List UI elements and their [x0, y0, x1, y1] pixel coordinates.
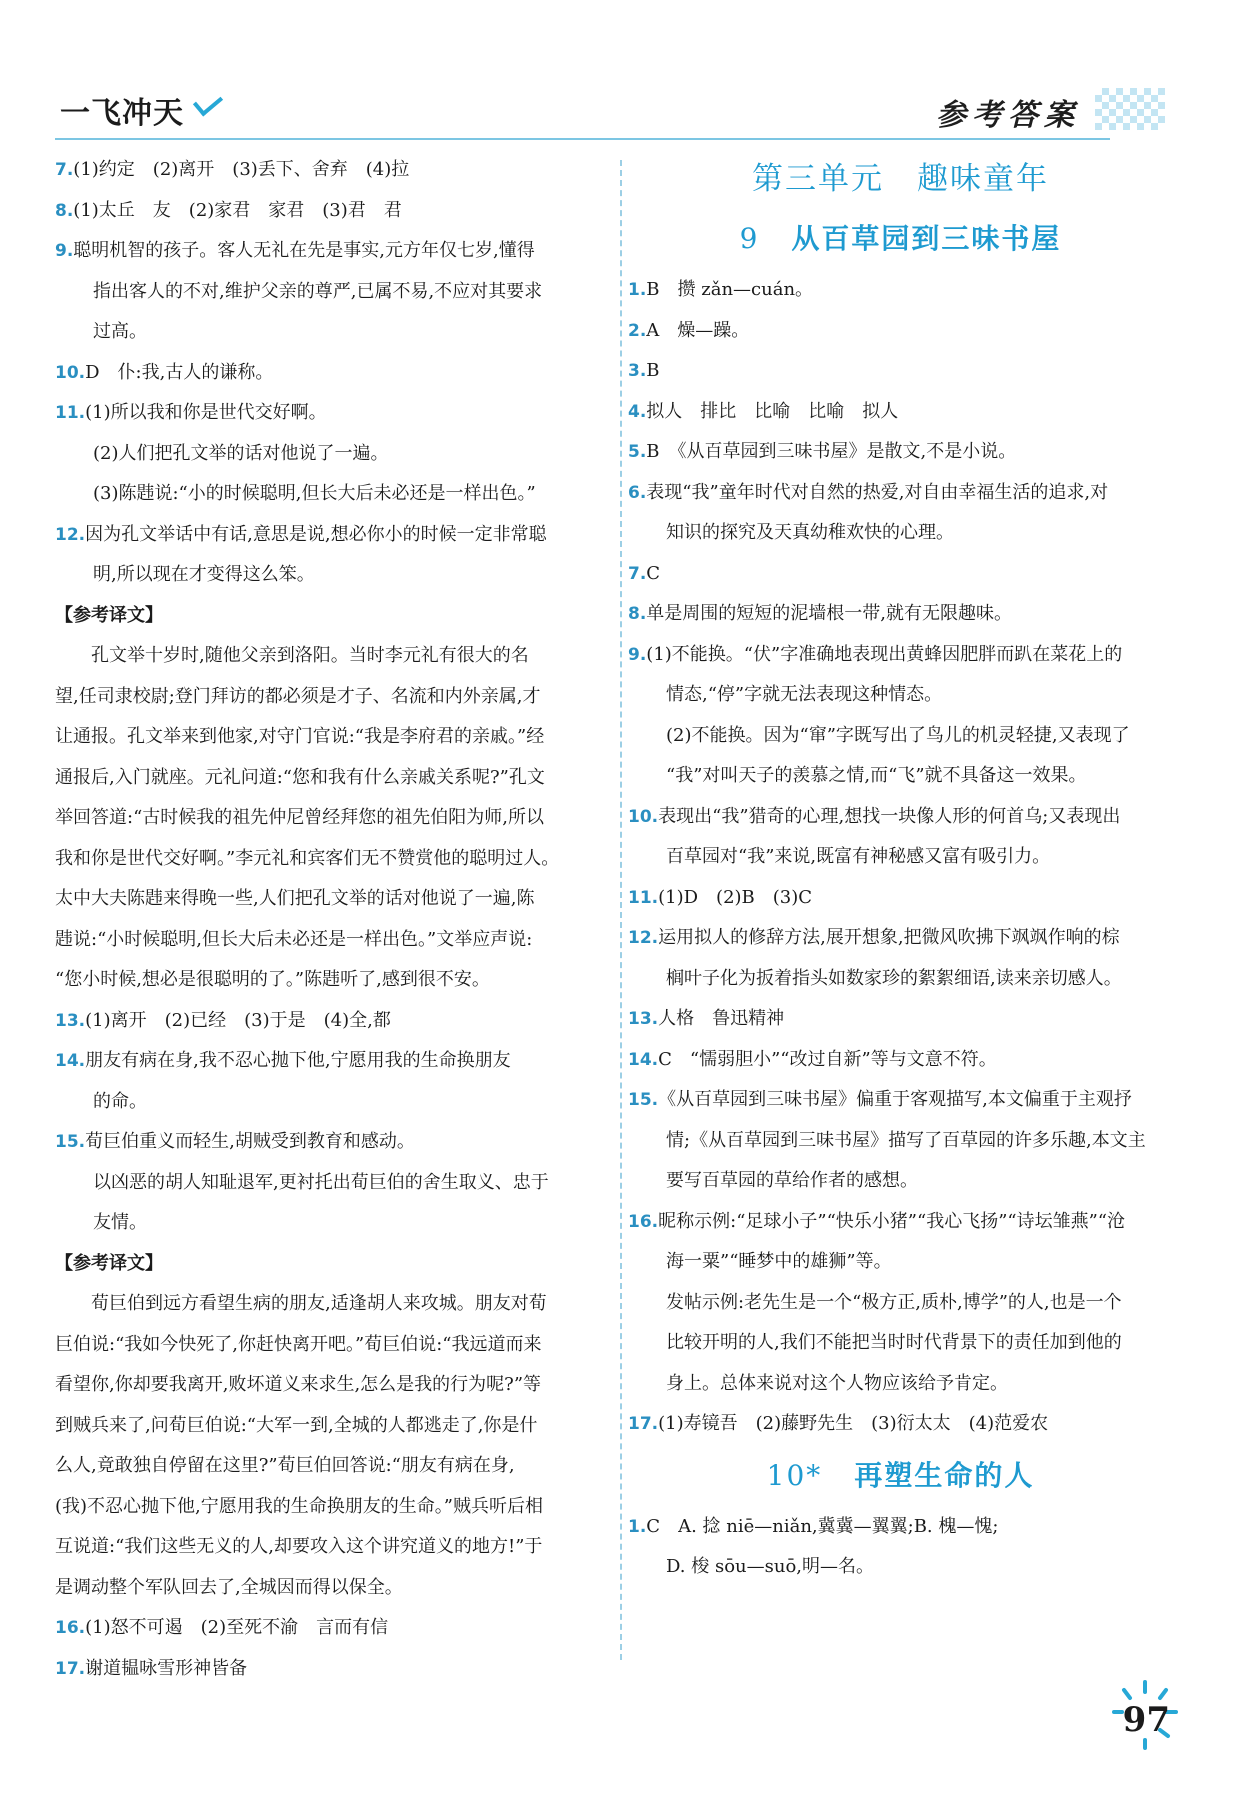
item-text: 【参考译文】 — [55, 604, 163, 626]
answer-line — [55, 1406, 610, 1447]
answer-line — [55, 474, 610, 515]
answer-line — [628, 1242, 1173, 1283]
item-number: 15. — [628, 1090, 659, 1110]
item-text: B 《从百草园到三味书屋》是散文,不是小说。 — [646, 441, 1017, 462]
answer-item — [628, 1040, 1173, 1081]
answer-item — [628, 1404, 1173, 1445]
right-column — [628, 150, 1173, 1588]
answer-line — [55, 839, 610, 880]
answer-line — [55, 1568, 610, 1609]
item-text: (1)怒不可遏 (2)至死不渝 言而有信 — [85, 1617, 389, 1638]
answer-line — [55, 1487, 610, 1528]
item-number: 1. — [628, 280, 647, 300]
item-text: 以凶恶的胡人知耻退军,更衬托出荀巨伯的舍生取义、忠于 — [93, 1171, 549, 1193]
item-text: 举回答道:“古时候我的祖先仲尼曾经拜您的祖先伯阳为师,所以 — [55, 807, 544, 828]
answer-line — [628, 513, 1173, 554]
answer-item — [628, 554, 1173, 595]
item-text: 让通报。孔文举来到他家,对守门官说:“我是李府君的亲戚。”经 — [55, 726, 545, 747]
item-text: 荀巨伯重义而轻生,胡贼受到教育和感动。 — [85, 1131, 415, 1152]
item-text: (2)不能换。因为“窜”字既写出了鸟儿的机灵轻捷,又表现了 — [666, 724, 1130, 746]
item-number: 12. — [55, 524, 86, 545]
section-title: 参考答案 — [936, 98, 1080, 133]
item-text: 荀巨伯到远方看望生病的朋友,适逢胡人来攻城。朋友对荀 — [91, 1293, 547, 1314]
item-text: C A. 捻 niē—niǎn,冀冀—翼翼;B. 槐—愧; — [646, 1515, 999, 1537]
answer-line — [55, 758, 610, 799]
answer-line — [628, 756, 1173, 797]
answer-item — [628, 432, 1173, 473]
answer-item — [628, 878, 1173, 919]
left-column — [55, 150, 610, 1689]
item-text: 看望你,你却要我离开,败坏道义来求生,怎么是我的行为呢?”等 — [55, 1374, 542, 1395]
item-text: 百草园对“我”来说,既富有神秘感又富有吸引力。 — [666, 846, 1051, 867]
answer-item — [628, 270, 1173, 311]
answer-item — [628, 635, 1173, 676]
lesson-10-answers — [628, 1507, 1173, 1588]
item-text: “您小时候,想必是很聪明的了。”陈韪听了,感到很不安。 — [55, 969, 490, 990]
item-text: 聪明机智的孩子。客人无礼在先是事实,元方年仅七岁,懂得 — [73, 240, 535, 261]
item-text: 的命。 — [93, 1090, 147, 1112]
answer-item — [628, 918, 1173, 959]
item-text: 比较开明的人,我们不能把当时时代背景下的责任加到他的 — [666, 1332, 1122, 1353]
answer-line — [55, 920, 610, 961]
answer-item — [55, 353, 610, 394]
item-text: 孔文举十岁时,随他父亲到洛阳。当时李元礼有很大的名 — [91, 645, 529, 666]
item-text: 因为孔文举话中有话,意思是说,想必你小的时候一定非常聪 — [85, 523, 547, 545]
answer-line — [55, 1325, 610, 1366]
item-text: 海一粟”“睡梦中的雄狮”等。 — [666, 1251, 892, 1272]
item-text: (1)寿镜吾 (2)藤野先生 (3)衍太太 (4)范爱农 — [658, 1413, 1049, 1434]
answer-item — [628, 351, 1173, 392]
item-number: 3. — [628, 361, 647, 381]
answer-line — [628, 716, 1173, 757]
item-text: 情态,“停”字就无法表现这种情态。 — [666, 684, 943, 705]
item-number: 16. — [628, 1211, 659, 1232]
item-text: 韪说:“小时候聪明,但长大后未必还是一样出色。”文举应声说: — [55, 928, 533, 950]
item-number: 14. — [628, 1049, 659, 1070]
answer-item — [55, 150, 610, 191]
item-text: 表现“我”童年时代对自然的热爱,对自由幸福生活的追求,对 — [646, 481, 1109, 503]
unit-title: 第三单元 趣味童年 — [752, 161, 1049, 197]
item-number: 5. — [628, 442, 647, 462]
answer-item — [55, 1608, 610, 1649]
answer-item — [628, 311, 1173, 352]
item-number: 14. — [55, 1051, 86, 1071]
answer-line — [55, 555, 610, 596]
answer-item — [55, 231, 610, 272]
item-text: 互说道:“我们这些无义的人,却要攻入这个讲究道义的地方!”于 — [55, 1536, 543, 1557]
item-text: 朋友有病在身,我不忍心抛下他,宁愿用我的生命换朋友 — [85, 1050, 511, 1071]
answer-line — [628, 1364, 1173, 1405]
item-number: 6. — [628, 482, 647, 503]
lesson-9-title — [628, 208, 1173, 270]
item-text: (1)离开 (2)已经 (3)于是 (4)全,都 — [85, 1009, 391, 1031]
item-text: 明,所以现在才变得这么笨。 — [93, 564, 315, 585]
section-heading — [55, 596, 610, 637]
answer-item — [55, 515, 610, 556]
item-number: 16. — [55, 1618, 86, 1638]
item-text: 么人,竟敢独自停留在这里?”荀巨伯回答说:“朋友有病在身, — [55, 1455, 515, 1476]
header-divider — [55, 138, 1110, 140]
item-text: 要写百草园的草给作者的感想。 — [666, 1170, 918, 1191]
item-number: 7. — [55, 160, 74, 180]
answer-line — [628, 837, 1173, 878]
item-text: (1)D (2)B (3)C — [658, 886, 813, 908]
item-text: (3)陈韪说:“小的时候聪明,但长大后未必还是一样出色。” — [93, 483, 536, 504]
item-text: 太中大夫陈韪来得晚一些,人们把孔文举的话对他说了一遍,陈 — [55, 888, 535, 909]
item-number: 13. — [628, 1009, 659, 1029]
item-text: D. 梭 sōu—suō,明—名。 — [666, 1556, 875, 1577]
item-text: C “懦弱胆小”“改过自新”等与文意不符。 — [658, 1048, 997, 1070]
item-text: 友情。 — [93, 1212, 147, 1233]
item-number: 4. — [628, 401, 647, 422]
item-text: 望,任司隶校尉;登门拜访的都必须是才子、名流和内外亲属,才 — [55, 685, 541, 707]
lesson-number: 9 — [739, 222, 760, 255]
column-divider — [620, 160, 622, 1660]
answer-line — [55, 1446, 610, 1487]
item-number: 8. — [628, 604, 647, 624]
item-text: 【参考译文】 — [55, 1252, 163, 1274]
item-number: 2. — [628, 320, 647, 341]
answer-line — [628, 1323, 1173, 1364]
item-text: 知识的探究及天真幼稚欢快的心理。 — [666, 522, 954, 543]
answer-line — [55, 1284, 610, 1325]
answer-line — [55, 1527, 610, 1568]
item-text: 指出客人的不对,维护父亲的尊严,已属不易,不应对其要求 — [93, 280, 543, 302]
item-number: 11. — [628, 887, 659, 908]
answer-item — [628, 797, 1173, 838]
item-text: 通报后,入门就座。元礼问道:“您和我有什么亲戚关系呢?”孔文 — [55, 766, 545, 788]
item-number: 11. — [55, 403, 86, 423]
answer-item — [628, 392, 1173, 433]
answer-line — [628, 1547, 1173, 1588]
item-text: D 仆:我,古人的谦称。 — [85, 361, 274, 383]
swoosh-icon — [193, 88, 223, 117]
item-text: 过高。 — [93, 321, 147, 342]
answer-item — [628, 1080, 1173, 1121]
item-number: 1. — [628, 1516, 647, 1537]
answer-line — [628, 1161, 1173, 1202]
checker-pattern-icon — [1095, 88, 1165, 130]
answer-item — [55, 1041, 610, 1082]
section-heading — [55, 1244, 610, 1285]
answer-item — [55, 1001, 610, 1042]
item-text: B 攒 zǎn—cuán。 — [646, 279, 814, 300]
answer-line — [628, 1121, 1173, 1162]
answer-item — [628, 1202, 1173, 1243]
item-number: 17. — [55, 1658, 86, 1679]
item-text: 《从百草园到三味书屋》偏重于客观描写,本文偏重于主观抒 — [658, 1089, 1132, 1110]
item-text: 我和你是世代交好啊。”李元礼和宾客们无不赞赏他的聪明过人。 — [55, 847, 560, 869]
answer-item — [628, 999, 1173, 1040]
answer-item — [628, 594, 1173, 635]
item-number: 10. — [55, 362, 86, 383]
lesson-10-title — [628, 1445, 1173, 1507]
item-text: A 燥—躁。 — [646, 319, 750, 341]
item-number: 9. — [55, 241, 74, 261]
answer-line — [628, 959, 1173, 1000]
answer-line — [55, 434, 610, 475]
item-number: 8. — [55, 200, 74, 221]
answer-item — [55, 1649, 610, 1690]
answer-line — [55, 879, 610, 920]
item-text: 谢道韫咏雪形神皆备 — [85, 1657, 248, 1679]
lesson-name: 从百草园到三味书屋 — [791, 222, 1062, 255]
answer-line — [55, 1082, 610, 1123]
answer-item — [628, 1507, 1173, 1548]
lesson-number: 10* — [766, 1458, 823, 1492]
item-text: (2)人们把孔文举的话对他说了一遍。 — [93, 442, 389, 464]
answer-line — [55, 636, 610, 677]
item-text: 运用拟人的修辞方法,展开想象,把微风吹拂下飒飒作响的棕 — [658, 927, 1120, 948]
item-text: 人格 鲁迅精神 — [658, 1008, 785, 1029]
answer-line — [628, 675, 1173, 716]
item-text: B — [646, 360, 660, 381]
item-number: 15. — [55, 1132, 86, 1152]
answer-line — [55, 272, 610, 313]
answer-line — [55, 1365, 610, 1406]
page-number: 97 — [1122, 1700, 1170, 1740]
item-text: 榈叶子化为扳着指头如数家珍的絮絮细语,读来亲切感人。 — [666, 967, 1122, 989]
answer-item — [55, 393, 610, 434]
item-text: 拟人 排比 比喻 比喻 拟人 — [646, 400, 899, 422]
item-text: 单是周围的短短的泥墙根一带,就有无限趣味。 — [646, 603, 1013, 624]
page-header — [55, 80, 1170, 150]
item-text: 发帖示例:老先生是一个“极方正,质朴,博学”的人,也是一个 — [666, 1291, 1122, 1313]
answer-item — [628, 473, 1173, 514]
item-text: 身上。总体来说对这个人物应该给予肯定。 — [666, 1372, 1008, 1394]
item-text: 情;《从百草园到三味书屋》描写了百草园的许多乐趣,本文主 — [666, 1129, 1146, 1151]
answer-line — [55, 677, 610, 718]
answer-line — [628, 1283, 1173, 1324]
item-number: 10. — [628, 806, 659, 827]
answer-line — [55, 717, 610, 758]
item-text: (1)所以我和你是世代交好啊。 — [85, 402, 327, 423]
answer-item — [55, 1122, 610, 1163]
lesson-name: 再塑生命的人 — [854, 1458, 1035, 1492]
item-number: 7. — [628, 563, 647, 584]
answer-item — [55, 191, 610, 232]
answer-line — [55, 1163, 610, 1204]
item-text: (1)约定 (2)离开 (3)丢下、舍弃 (4)拉 — [73, 159, 410, 180]
item-text: 昵称示例:“足球小子”“快乐小猪”“我心飞扬”“诗坛雏燕”“沧 — [658, 1210, 1126, 1232]
item-text: (1)太丘 友 (2)家君 家君 (3)君 君 — [73, 199, 402, 221]
item-text: (我)不忍心抛下他,宁愿用我的生命换朋友的生命。”贼兵听后相 — [55, 1495, 543, 1517]
lesson-9-answers — [628, 270, 1173, 1445]
item-number: 9. — [628, 644, 647, 665]
item-text: C — [646, 562, 661, 584]
answer-line — [55, 798, 610, 839]
item-text: 表现出“我”猎奇的心理,想找一块像人形的何首乌;又表现出 — [658, 805, 1121, 827]
brand-logo: 一飞冲天 — [60, 96, 184, 131]
answer-line — [55, 1203, 610, 1244]
item-text: (1)不能换。“伏”字准确地表现出黄蜂因肥胖而趴在菜花上的 — [646, 643, 1123, 665]
item-text: “我”对叫天子的羡慕之情,而“飞”就不具备这一效果。 — [666, 765, 1087, 786]
item-text: 到贼兵来了,问荀巨伯说:“大军一到,全城的人都逃走了,你是什 — [55, 1414, 538, 1436]
item-text: 是调动整个军队回去了,全城因而得以保全。 — [55, 1576, 403, 1598]
item-number: 12. — [628, 928, 659, 948]
answer-line — [55, 960, 610, 1001]
item-number: 17. — [628, 1414, 659, 1434]
answer-line — [55, 312, 610, 353]
item-number: 13. — [55, 1010, 86, 1031]
item-text: 巨伯说:“我如今快死了,你赶快离开吧。”荀巨伯说:“我远道而来 — [55, 1333, 542, 1355]
